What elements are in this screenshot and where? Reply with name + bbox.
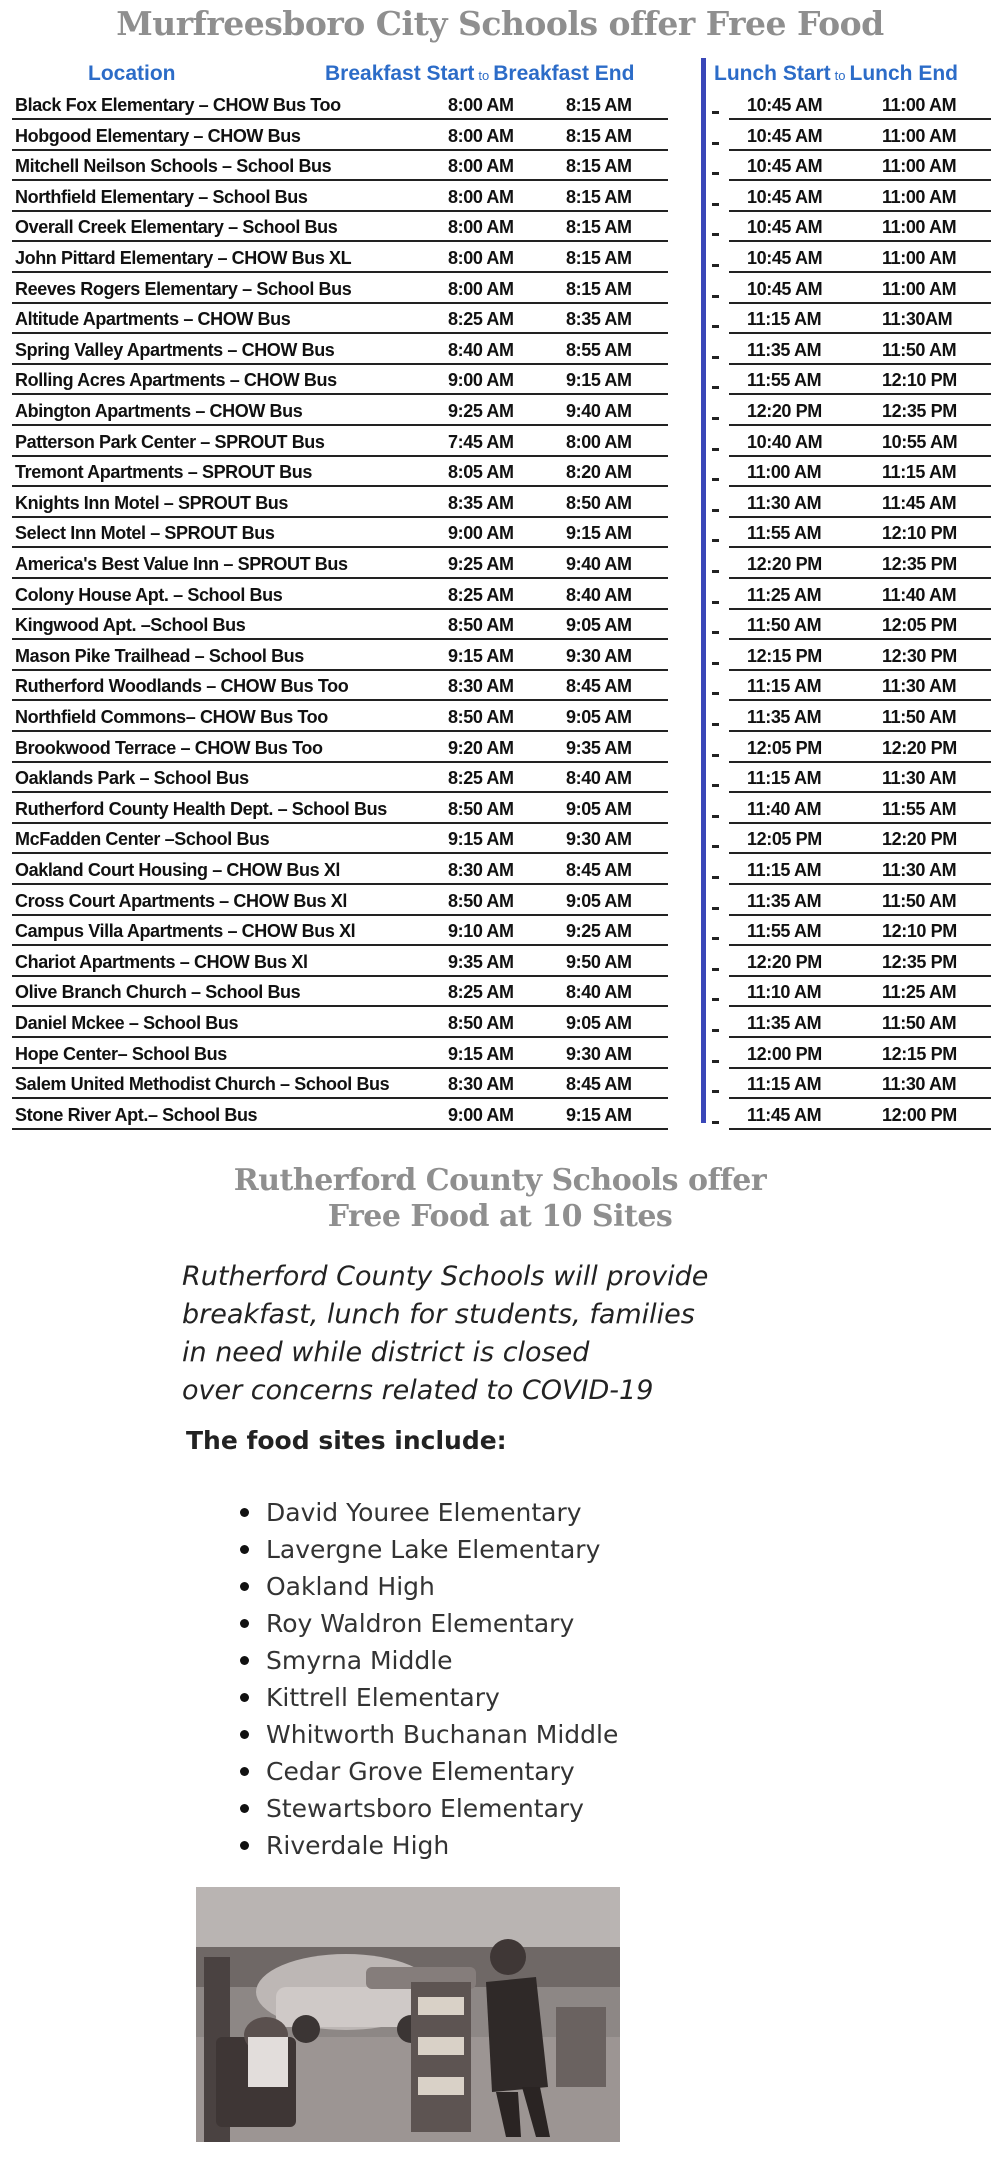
- location-cell: Campus Villa Apartments – CHOW Bus Xl: [15, 921, 356, 942]
- lunch-end-cell: 11:30AM: [882, 309, 953, 330]
- sites-list: [240, 1494, 618, 1864]
- location-cell: Rutherford County Health Dept. – School Bus: [15, 798, 387, 819]
- breakfast-end-cell: 8:45 AM: [566, 860, 632, 880]
- bullet-icon: [240, 1619, 249, 1628]
- breakfast-start-cell: 9:00 AM: [448, 523, 514, 544]
- site-name: Oakland High: [266, 1572, 435, 1601]
- breakfast-end-cell: 9:05 AM: [566, 890, 632, 911]
- breakfast-end-cell: 8:15 AM: [566, 156, 632, 177]
- breakfast-start-cell: 8:25 AM: [448, 768, 514, 789]
- table-row: [0, 427, 1000, 457]
- lunch-start-cell: 11:00 AM: [747, 462, 822, 483]
- row-tick: [712, 723, 719, 726]
- section-title: [0, 1163, 1000, 1235]
- lunch-end-cell: 12:30 PM: [882, 645, 957, 666]
- breakfast-end-cell: 8:15 AM: [566, 248, 632, 268]
- location-cell: Hope Center– School Bus: [15, 1043, 227, 1064]
- lunch-end-cell: 11:15 AM: [882, 462, 957, 483]
- location-cell: Olive Branch Church – School Bus: [15, 982, 301, 1003]
- location-cell: Cross Court Apartments – CHOW Bus Xl: [15, 890, 347, 911]
- lunch-start-cell: 12:05 PM: [747, 737, 822, 758]
- row-tick: [712, 662, 719, 665]
- table-row: [0, 274, 1000, 304]
- location-cell: Colony House Apt. – School Bus: [15, 584, 283, 605]
- lunch-start-cell: 11:40 AM: [747, 798, 822, 819]
- food-distribution-photo: [196, 1887, 620, 2142]
- lunch-end-cell: 11:45 AM: [882, 492, 957, 513]
- lunch-start-cell: 10:40 AM: [747, 431, 823, 452]
- intro-line: in need while district is closed: [182, 1337, 590, 1368]
- site-item: [240, 1716, 618, 1753]
- lunch-start-cell: 10:45 AM: [747, 186, 823, 207]
- breakfast-end-cell: 9:05 AM: [566, 1013, 632, 1033]
- row-tick: [712, 233, 719, 236]
- breakfast-start-cell: 8:35 AM: [448, 492, 514, 513]
- lunch-end-cell: 11:00 AM: [882, 156, 957, 177]
- lunch-start-cell: 11:15 AM: [747, 309, 822, 330]
- location-cell: Altitude Apartments – CHOW Bus: [15, 309, 291, 330]
- bullet-icon: [240, 1693, 249, 1702]
- breakfast-start-cell: 9:00 AM: [448, 1104, 514, 1125]
- row-tick: [712, 998, 719, 1001]
- table-row: [0, 763, 1000, 793]
- lunch-start-cell: 11:35 AM: [747, 1013, 822, 1033]
- breakfast-end-cell: 8:35 AM: [566, 309, 632, 330]
- lunch-end-cell: 11:00 AM: [882, 217, 957, 238]
- location-cell: Abington Apartments – CHOW Bus: [15, 401, 303, 421]
- breakfast-end-cell: 8:45 AM: [566, 676, 632, 697]
- sites-heading: The food sites include:: [186, 1426, 507, 1455]
- location-cell: Spring Valley Apartments – CHOW Bus: [15, 339, 335, 360]
- lunch-end-cell: 12:15 PM: [882, 1043, 957, 1064]
- breakfast-end-cell: 9:05 AM: [566, 615, 632, 636]
- breakfast-end-cell: 9:05 AM: [566, 707, 632, 727]
- breakfast-start-cell: 9:15 AM: [448, 645, 514, 666]
- table-row: [0, 243, 1000, 273]
- lunch-start-cell: 11:25 AM: [747, 584, 822, 605]
- table-row: [0, 824, 1000, 854]
- table-row: [0, 916, 1000, 946]
- row-tick: [712, 845, 719, 848]
- breakfast-end-cell: 9:15 AM: [566, 1104, 632, 1125]
- row-tick: [712, 601, 719, 604]
- row-tick: [712, 295, 719, 298]
- lunch-start-cell: 10:45 AM: [747, 125, 823, 146]
- site-name: Smyrna Middle: [266, 1646, 453, 1675]
- table-row: [0, 182, 1000, 212]
- row-tick: [712, 1090, 719, 1093]
- breakfast-start-cell: 9:15 AM: [448, 1043, 514, 1064]
- location-cell: McFadden Center –School Bus: [15, 829, 270, 850]
- breakfast-start-cell: 8:50 AM: [448, 1013, 514, 1033]
- location-cell: Overall Creek Elementary – School Bus: [15, 217, 338, 238]
- table-row: [0, 580, 1000, 610]
- intro-text: [182, 1258, 802, 1410]
- breakfast-end-cell: 9:05 AM: [566, 798, 632, 819]
- breakfast-end-cell: 9:35 AM: [566, 737, 632, 758]
- location-cell: Daniel Mckee – School Bus: [15, 1013, 239, 1033]
- row-tick: [712, 1029, 719, 1032]
- breakfast-end-cell: 8:15 AM: [566, 186, 632, 207]
- location-cell: Rutherford Woodlands – CHOW Bus Too: [15, 676, 349, 697]
- row-tick: [712, 172, 719, 175]
- location-cell: Rolling Acres Apartments – CHOW Bus: [15, 370, 337, 391]
- breakfast-start-cell: 8:30 AM: [448, 860, 514, 880]
- row-tick: [712, 754, 719, 757]
- breakfast-start-cell: 9:35 AM: [448, 951, 514, 972]
- header-breakfast-to: to: [478, 68, 490, 83]
- table-row: [0, 1039, 1000, 1069]
- breakfast-end-cell: 8:15 AM: [566, 95, 632, 115]
- lunch-end-cell: 11:30 AM: [882, 676, 957, 697]
- row-tick: [712, 203, 719, 206]
- location-cell: Stone River Apt.– School Bus: [15, 1104, 258, 1125]
- location-cell: Northfield Commons– CHOW Bus Too: [15, 707, 328, 727]
- row-tick: [712, 631, 719, 634]
- location-cell: Chariot Apartments – CHOW Bus Xl: [15, 951, 308, 972]
- lunch-end-cell: 11:00 AM: [882, 95, 957, 115]
- lunch-end-cell: 12:00 PM: [882, 1104, 957, 1125]
- location-cell: Brookwood Terrace – CHOW Bus Too: [15, 737, 323, 758]
- breakfast-end-cell: 8:55 AM: [566, 339, 632, 360]
- row-tick: [712, 539, 719, 542]
- row-tick: [712, 142, 719, 145]
- site-name: Roy Waldron Elementary: [266, 1609, 575, 1638]
- lunch-start-cell: 11:45 AM: [747, 1104, 822, 1125]
- bullet-icon: [240, 1804, 249, 1813]
- breakfast-end-cell: 9:30 AM: [566, 1043, 632, 1064]
- breakfast-end-cell: 8:15 AM: [566, 125, 632, 146]
- row-underline: [729, 1128, 991, 1130]
- lunch-end-cell: 11:30 AM: [882, 1074, 957, 1095]
- breakfast-start-cell: 9:00 AM: [448, 370, 514, 391]
- lunch-start-cell: 11:10 AM: [747, 982, 822, 1003]
- table-row: [0, 641, 1000, 671]
- table-row: [0, 121, 1000, 151]
- header-lunch: [714, 62, 958, 86]
- location-cell: America's Best Value Inn – SPROUT Bus: [15, 554, 348, 574]
- lunch-start-cell: 12:00 PM: [747, 1043, 822, 1064]
- breakfast-end-cell: 9:30 AM: [566, 645, 632, 666]
- lunch-start-cell: 10:45 AM: [747, 95, 823, 115]
- breakfast-start-cell: 8:00 AM: [448, 125, 514, 146]
- location-cell: John Pittard Elementary – CHOW Bus XL: [15, 248, 352, 268]
- location-cell: Mason Pike Trailhead – School Bus: [15, 645, 304, 666]
- row-tick: [712, 692, 719, 695]
- location-cell: Oakland Court Housing – CHOW Bus Xl: [15, 860, 341, 880]
- breakfast-start-cell: 8:25 AM: [448, 309, 514, 330]
- lunch-end-cell: 11:00 AM: [882, 125, 957, 146]
- intro-line: Rutherford County Schools will provide: [182, 1261, 709, 1292]
- lunch-end-cell: 12:35 PM: [882, 951, 957, 972]
- breakfast-end-cell: 8:15 AM: [566, 217, 632, 238]
- breakfast-end-cell: 9:25 AM: [566, 921, 632, 942]
- breakfast-start-cell: 8:50 AM: [448, 890, 514, 911]
- table-row: [0, 549, 1000, 579]
- table-row: [0, 1100, 1000, 1130]
- bullet-icon: [240, 1545, 249, 1554]
- row-tick: [712, 417, 719, 420]
- bullet-icon: [240, 1730, 249, 1739]
- breakfast-start-cell: 8:00 AM: [448, 156, 514, 177]
- bullet-icon: [240, 1508, 249, 1517]
- row-tick: [712, 509, 719, 512]
- lunch-end-cell: 12:35 PM: [882, 554, 957, 574]
- row-tick: [712, 386, 719, 389]
- table-row: [0, 90, 1000, 120]
- lunch-start-cell: 11:35 AM: [747, 339, 822, 360]
- row-tick: [712, 478, 719, 481]
- header-lunch-end: Lunch End: [849, 62, 959, 85]
- row-tick: [712, 448, 719, 451]
- lunch-end-cell: 11:50 AM: [882, 1013, 957, 1033]
- row-tick: [712, 876, 719, 879]
- lunch-start-cell: 10:45 AM: [747, 156, 823, 177]
- location-cell: Reeves Rogers Elementary – School Bus: [15, 278, 352, 299]
- lunch-end-cell: 11:00 AM: [882, 278, 957, 299]
- table-row: [0, 396, 1000, 426]
- lunch-start-cell: 11:55 AM: [747, 523, 822, 544]
- breakfast-end-cell: 8:00 AM: [566, 431, 632, 452]
- row-tick: [712, 937, 719, 940]
- lunch-start-cell: 11:15 AM: [747, 676, 822, 697]
- site-name: Whitworth Buchanan Middle: [266, 1720, 619, 1749]
- row-tick: [712, 570, 719, 573]
- header-breakfast-start: Breakfast Start: [325, 62, 475, 85]
- lunch-end-cell: 11:30 AM: [882, 860, 957, 880]
- location-cell: Select Inn Motel – SPROUT Bus: [15, 523, 275, 544]
- header-location: Location: [88, 62, 176, 85]
- row-tick: [712, 907, 719, 910]
- lunch-end-cell: 11:00 AM: [882, 248, 957, 268]
- intro-line: breakfast, lunch for students, families: [182, 1299, 695, 1330]
- location-cell: Tremont Apartments – SPROUT Bus: [15, 462, 312, 483]
- lunch-start-cell: 11:35 AM: [747, 890, 822, 911]
- breakfast-start-cell: 9:15 AM: [448, 829, 514, 850]
- location-cell: Patterson Park Center – SPROUT Bus: [15, 431, 325, 452]
- breakfast-start-cell: 9:25 AM: [448, 401, 514, 421]
- breakfast-start-cell: 8:30 AM: [448, 676, 514, 697]
- breakfast-start-cell: 9:25 AM: [448, 554, 514, 574]
- breakfast-start-cell: 8:00 AM: [448, 186, 514, 207]
- lunch-end-cell: 12:05 PM: [882, 615, 957, 636]
- lunch-start-cell: 11:35 AM: [747, 707, 822, 727]
- table-row: [0, 335, 1000, 365]
- breakfast-start-cell: 8:25 AM: [448, 982, 514, 1003]
- breakfast-end-cell: 9:30 AM: [566, 829, 632, 850]
- row-tick: [712, 356, 719, 359]
- section-title-line-1: Rutherford County Schools offer: [233, 1163, 767, 1198]
- row-tick: [712, 968, 719, 971]
- breakfast-start-cell: 8:30 AM: [448, 1074, 514, 1095]
- location-cell: Oaklands Park – School Bus: [15, 768, 249, 789]
- lunch-start-cell: 12:20 PM: [747, 554, 822, 574]
- lunch-end-cell: 12:10 PM: [882, 921, 957, 942]
- row-tick: [712, 784, 719, 787]
- lunch-start-cell: 11:55 AM: [747, 370, 822, 391]
- lunch-end-cell: 11:50 AM: [882, 339, 957, 360]
- location-cell: Kingwood Apt. –School Bus: [15, 615, 246, 636]
- breakfast-start-cell: 8:00 AM: [448, 278, 514, 299]
- table-row: [0, 151, 1000, 181]
- row-tick: [712, 815, 719, 818]
- location-cell: Mitchell Neilson Schools – School Bus: [15, 156, 332, 177]
- table-row: [0, 886, 1000, 916]
- lunch-start-cell: 12:05 PM: [747, 829, 822, 850]
- lunch-start-cell: 11:15 AM: [747, 1074, 822, 1095]
- site-name: Riverdale High: [266, 1831, 450, 1860]
- lunch-end-cell: 12:35 PM: [882, 401, 957, 421]
- lunch-end-cell: 11:40 AM: [882, 584, 957, 605]
- lunch-start-cell: 10:45 AM: [747, 278, 823, 299]
- location-cell: Black Fox Elementary – CHOW Bus Too: [15, 95, 341, 115]
- breakfast-end-cell: 8:45 AM: [566, 1074, 632, 1095]
- lunch-start-cell: 12:20 PM: [747, 401, 822, 421]
- table-row: [0, 671, 1000, 701]
- table-row: [0, 977, 1000, 1007]
- breakfast-end-cell: 9:50 AM: [566, 951, 632, 972]
- lunch-end-cell: 11:25 AM: [882, 982, 957, 1003]
- breakfast-end-cell: 8:50 AM: [566, 492, 632, 513]
- row-underline: [12, 1128, 668, 1130]
- lunch-end-cell: 12:20 PM: [882, 737, 957, 758]
- site-item: [240, 1790, 618, 1827]
- site-item: [240, 1531, 618, 1568]
- lunch-start-cell: 12:15 PM: [747, 645, 822, 666]
- table-row: [0, 855, 1000, 885]
- table-row: [0, 1069, 1000, 1099]
- breakfast-end-cell: 8:15 AM: [566, 278, 632, 299]
- breakfast-start-cell: 8:50 AM: [448, 798, 514, 819]
- lunch-end-cell: 11:00 AM: [882, 186, 957, 207]
- row-tick: [712, 111, 719, 114]
- bullet-icon: [240, 1767, 249, 1776]
- lunch-end-cell: 11:30 AM: [882, 768, 957, 789]
- site-item: [240, 1568, 618, 1605]
- breakfast-end-cell: 9:15 AM: [566, 370, 632, 391]
- site-item: [240, 1679, 618, 1716]
- breakfast-start-cell: 8:50 AM: [448, 707, 514, 727]
- lunch-end-cell: 12:10 PM: [882, 370, 957, 391]
- breakfast-start-cell: 8:50 AM: [448, 615, 514, 636]
- table-row: [0, 702, 1000, 732]
- table-row: [0, 304, 1000, 334]
- photo-illustration: [196, 1887, 620, 2142]
- header-lunch-to: to: [834, 68, 846, 83]
- lunch-start-cell: 10:45 AM: [747, 248, 823, 268]
- lunch-end-cell: 11:55 AM: [882, 798, 957, 819]
- breakfast-end-cell: 8:40 AM: [566, 982, 632, 1003]
- site-item: [240, 1605, 618, 1642]
- breakfast-start-cell: 9:20 AM: [448, 737, 514, 758]
- site-item: [240, 1827, 618, 1864]
- table-row: [0, 733, 1000, 763]
- lunch-start-cell: 11:15 AM: [747, 768, 822, 789]
- header-lunch-start: Lunch Start: [714, 62, 831, 85]
- site-name: Cedar Grove Elementary: [266, 1757, 575, 1786]
- table-row: [0, 488, 1000, 518]
- lunch-start-cell: 11:55 AM: [747, 921, 822, 942]
- header-breakfast: [325, 62, 634, 86]
- breakfast-start-cell: 8:40 AM: [448, 339, 514, 360]
- lunch-start-cell: 11:50 AM: [747, 615, 822, 636]
- location-cell: Knights Inn Motel – SPROUT Bus: [15, 492, 289, 513]
- site-item: [240, 1494, 618, 1531]
- site-item: [240, 1642, 618, 1679]
- breakfast-start-cell: 8:00 AM: [448, 217, 514, 238]
- location-cell: Northfield Elementary – School Bus: [15, 186, 308, 207]
- location-cell: Salem United Methodist Church – School Bus: [15, 1074, 390, 1095]
- location-cell: Hobgood Elementary – CHOW Bus: [15, 125, 301, 146]
- lunch-end-cell: 12:20 PM: [882, 829, 957, 850]
- breakfast-start-cell: 9:10 AM: [448, 921, 514, 942]
- row-tick: [712, 1121, 719, 1124]
- lunch-end-cell: 11:50 AM: [882, 890, 957, 911]
- breakfast-end-cell: 8:20 AM: [566, 462, 632, 483]
- table-row: [0, 365, 1000, 395]
- breakfast-end-cell: 9:40 AM: [566, 401, 632, 421]
- bullet-icon: [240, 1841, 249, 1850]
- site-name: Kittrell Elementary: [266, 1683, 500, 1712]
- table-row: [0, 1008, 1000, 1038]
- row-tick: [712, 325, 719, 328]
- lunch-end-cell: 12:10 PM: [882, 523, 957, 544]
- table-row: [0, 794, 1000, 824]
- row-tick: [712, 1060, 719, 1063]
- breakfast-start-cell: 7:45 AM: [448, 431, 514, 452]
- breakfast-end-cell: 8:40 AM: [566, 768, 632, 789]
- table-row: [0, 212, 1000, 242]
- breakfast-start-cell: 8:25 AM: [448, 584, 514, 605]
- header-breakfast-end: Breakfast End: [493, 62, 635, 85]
- bullet-icon: [240, 1656, 249, 1665]
- breakfast-start-cell: 8:00 AM: [448, 248, 514, 268]
- table-row: [0, 518, 1000, 548]
- lunch-end-cell: 10:55 AM: [882, 431, 958, 452]
- lunch-start-cell: 12:20 PM: [747, 951, 822, 972]
- table-row: [0, 457, 1000, 487]
- lunch-end-cell: 11:50 AM: [882, 707, 957, 727]
- lunch-start-cell: 11:30 AM: [747, 492, 822, 513]
- site-name: David Youree Elementary: [266, 1498, 582, 1527]
- site-item: [240, 1753, 618, 1790]
- lunch-start-cell: 10:45 AM: [747, 217, 823, 238]
- bullet-icon: [240, 1582, 249, 1591]
- breakfast-start-cell: 8:00 AM: [448, 95, 514, 115]
- site-name: Lavergne Lake Elementary: [266, 1535, 601, 1564]
- table-row: [0, 610, 1000, 640]
- breakfast-end-cell: 9:15 AM: [566, 523, 632, 544]
- page-title: Murfreesboro City Schools offer Free Food: [116, 4, 884, 43]
- breakfast-end-cell: 8:40 AM: [566, 584, 632, 605]
- breakfast-start-cell: 8:05 AM: [448, 462, 514, 483]
- section-title-line-2: Free Food at 10 Sites: [327, 1199, 673, 1234]
- row-tick: [712, 264, 719, 267]
- lunch-start-cell: 11:15 AM: [747, 860, 822, 880]
- site-name: Stewartsboro Elementary: [266, 1794, 584, 1823]
- intro-line: over concerns related to COVID-19: [182, 1375, 654, 1406]
- breakfast-end-cell: 9:40 AM: [566, 554, 632, 574]
- table-row: [0, 947, 1000, 977]
